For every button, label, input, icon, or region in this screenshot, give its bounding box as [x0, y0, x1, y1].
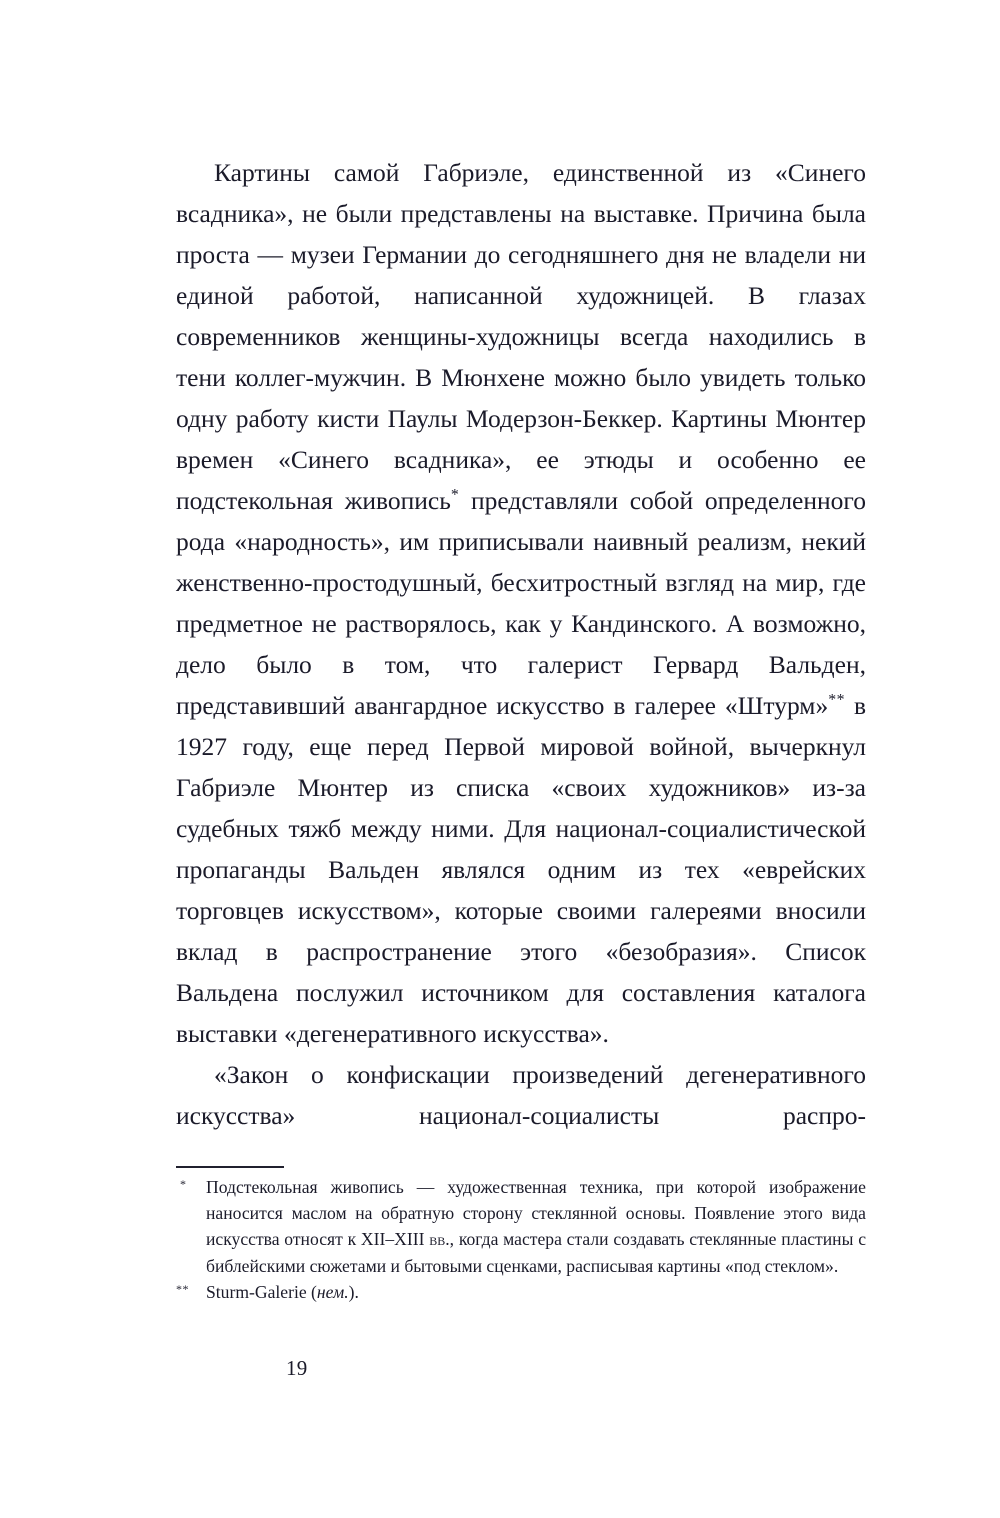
footnote-1-text-part-2: , когда мастера стали создавать стеклянные пластины с библейскими сюжетами и бытовыми сценками, расписывая картины «под стеклом».: [206, 1229, 866, 1276]
footnote-2-term: Sturm-Galerie: [206, 1281, 307, 1302]
footnote-area: [176, 1174, 866, 1305]
paragraph-1-segment-before-footnote-1: Картины самой Габриэле, единственной из «Синего всадника», не были представлены на выставке. Причина была проста — музеи Германии до сегодняшнего дня не владели ни единой работой, написанной художницей. В глазах современников женщины-художницы всегда находились в тени коллег-мужчин. В Мюнхене можно было увидеть только одну работу кисти Паулы Модерзон-Беккер. Картины Мюнтер времен «Синего всадника», ее этюды и особенно ее подстекольная живопись: [176, 158, 866, 515]
paragraph-2-text: «Закон о конфискации произведений дегенеративного искусства» национал-социалисты распро-: [176, 1060, 866, 1130]
footnote-marker-1[interactable]: *: [450, 486, 460, 504]
paragraph-2: [176, 1054, 866, 1136]
body-text-block: [176, 152, 866, 1136]
footnote-1-text-part-1: Подстекольная живопись — художественная техника, при которой изображение наносится маслом на обратную сторону стеклянной основы. Появление этого вида искусства относят к: [206, 1177, 866, 1250]
footnote-2-gloss-open: (: [306, 1281, 317, 1302]
footnote-2-gloss-language: нем.: [316, 1281, 349, 1302]
footnote-1-centuries-suffix: вв.: [424, 1229, 450, 1250]
paragraph-1-segment-after-footnote-2: в 1927 году, еще перед Первой мировой войной, вычеркнул Габриэле Мюнтер из списка «своих художников» из-за судебных тяжб между ними. Для национал-социалистической пропаганды Вальден являлся одним из тех «еврейских торговцев искусством», которые своими галереями вносили вклад в распространение этого «безобразия». Список Вальдена послужил источником для составления каталога выставки «дегенеративного искусства».: [176, 691, 866, 1048]
footnote-1-centuries: XII–XIII: [360, 1229, 425, 1250]
page-number: 19: [286, 1356, 308, 1380]
footnote-marker-2[interactable]: **: [828, 691, 845, 709]
footnote-item-1: [176, 1174, 866, 1279]
paragraph-1-segment-between-footnotes: представляли собой определенного рода «народность», им приписывали наивный реализм, некий женственно-простодушный, бесхитростный взгляд на мир, где предметное не растворялось, как у Кандинского. А возможно, дело было в том, что галерист Гервард Вальден, представивший авангардное искусство в галерее «Штурм»: [176, 486, 866, 720]
footnote-separator-rule: [176, 1166, 284, 1168]
paragraph-1: [176, 152, 866, 1054]
footnote-2-gloss-close: ).: [348, 1281, 359, 1302]
footnote-symbol-2: **: [176, 1281, 189, 1296]
footnote-item-2: [176, 1279, 866, 1305]
footnote-symbol-1: *: [180, 1177, 187, 1191]
